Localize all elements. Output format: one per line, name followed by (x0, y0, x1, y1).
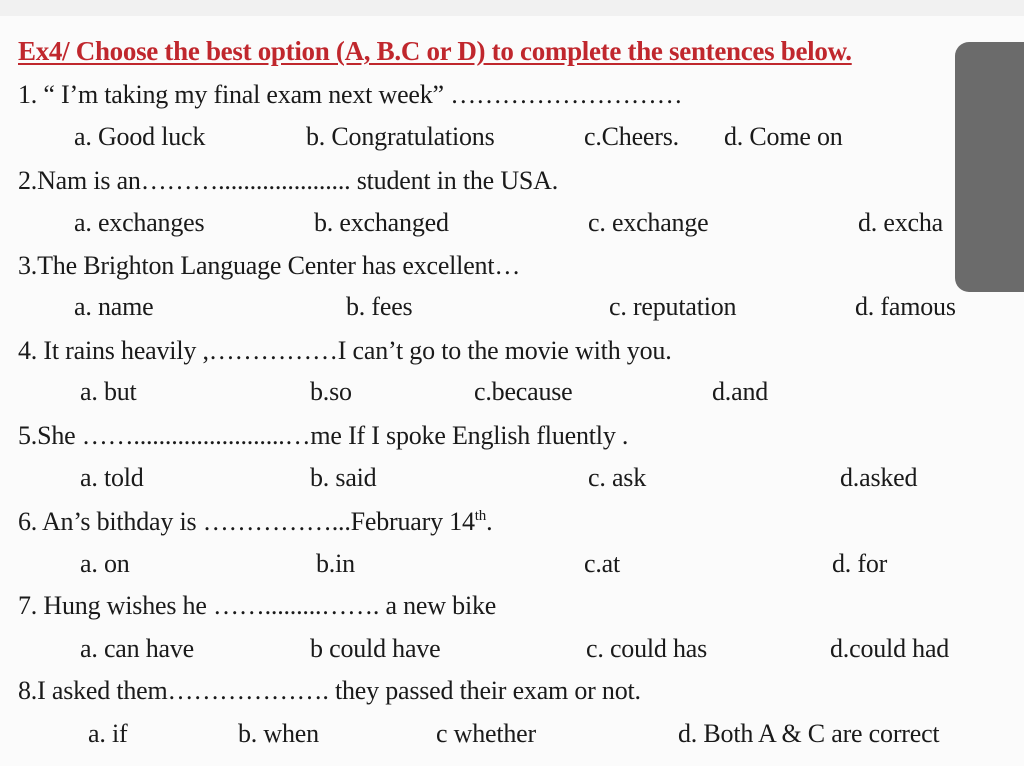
q7-option-b: b could have (310, 634, 441, 663)
question-3: 3.The Brighton Language Center has excellent… (18, 251, 521, 280)
q4-option-a: a. but (80, 377, 137, 406)
q5-option-b: b. said (310, 463, 377, 492)
question-4: 4. It rains heavily ,……………I can’t go to the movie with you. (18, 336, 672, 365)
q8-option-b: b. when (238, 719, 319, 748)
question-7: 7. Hung wishes he …….........……. a new bike (18, 591, 497, 620)
question-6-text: 6. An’s bithday is ……………...February 14 (18, 507, 475, 536)
q6-option-a: a. on (80, 549, 130, 578)
q2-option-b: b. exchanged (314, 208, 449, 237)
q7-option-c: c. could has (586, 634, 708, 663)
q8-option-c: c whether (436, 719, 536, 748)
q3-option-c: c. reputation (609, 292, 737, 321)
q3-option-d: d. famous (855, 292, 956, 321)
q6-option-d: d. for (832, 549, 888, 578)
q5-option-c: c. ask (588, 463, 646, 492)
q3-option-a: a. name (74, 292, 154, 321)
top-strip (0, 0, 1024, 16)
exercise-title: Ex4/ Choose the best option (A, B.C or D) to complete the sentences below. (18, 36, 852, 66)
q2-option-d: d. excha (858, 208, 944, 237)
question-6-superscript: th (474, 508, 487, 524)
q7-option-a: a. can have (80, 634, 195, 663)
question-6-end: . (486, 507, 493, 536)
q6-option-b: b.in (316, 549, 355, 578)
q1-option-c: c.Cheers. (584, 122, 679, 151)
q5-option-a: a. told (80, 463, 144, 492)
side-panel-overlay[interactable] (955, 42, 1024, 292)
q6-option-c: c.at (584, 549, 621, 578)
q5-option-d: d.asked (840, 463, 918, 492)
question-8: 8.I asked them………………. they passed their exam or not. (18, 676, 641, 705)
q2-option-c: c. exchange (588, 208, 709, 237)
q8-option-a: a. if (88, 719, 128, 748)
q2-option-a: a. exchanges (74, 208, 205, 237)
question-6 (18, 507, 492, 537)
q1-option-b: b. Congratulations (306, 122, 495, 151)
q7-option-d: d.could had (830, 634, 950, 663)
q3-option-b: b. fees (346, 292, 413, 321)
q1-option-a: a. Good luck (74, 122, 206, 151)
q4-option-c: c.because (474, 377, 573, 406)
question-1: 1. “ I’m taking my final exam next week” ……………………… (18, 80, 683, 109)
q4-option-b: b.so (310, 377, 352, 406)
question-2: 2.Nam is an………..................... student in the USA. (18, 166, 559, 195)
q1-option-d: d. Come on (724, 122, 843, 151)
q4-option-d: d.and (712, 377, 769, 406)
q8-option-d: d. Both A & C are correct (678, 719, 940, 748)
question-5: 5.She ……........................…me If I spoke English fluently . (18, 421, 629, 450)
